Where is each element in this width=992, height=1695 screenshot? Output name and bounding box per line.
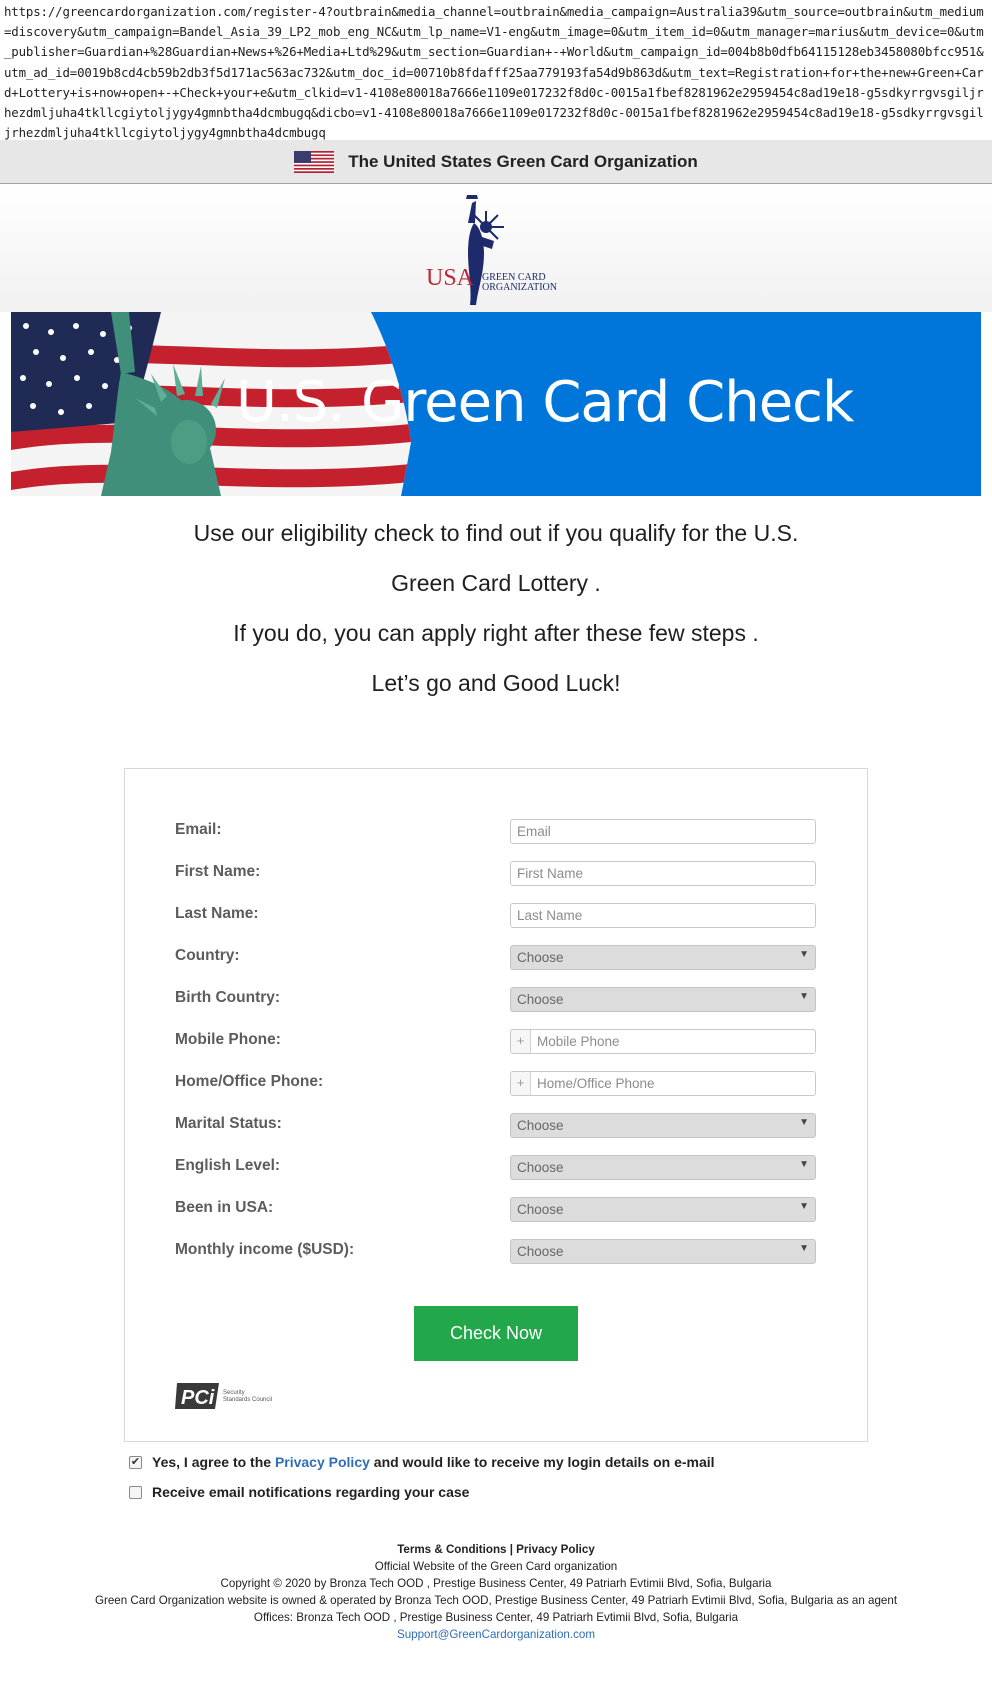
first-name-label: First Name: (175, 863, 261, 880)
marital-status-select[interactable] (510, 1113, 816, 1138)
email-row (175, 819, 821, 845)
privacy-consent-checkbox[interactable]: ✔ (130, 1455, 141, 1468)
country-select-value: Choose (517, 950, 564, 965)
intro-line-4: Let’s go and Good Luck! (371, 670, 621, 696)
monthly-income-select[interactable] (510, 1239, 816, 1264)
monthly-income-row (175, 1239, 821, 1265)
home-phone-row (175, 1071, 821, 1097)
first-name-row (175, 861, 821, 887)
marital-status-select-value: Choose (517, 1118, 564, 1133)
pci-text-1: Security (223, 1390, 245, 1396)
plus-prefix-icon: + (511, 1072, 531, 1095)
been-in-usa-select-value: Choose (517, 1202, 564, 1217)
terms-link[interactable]: Terms & Conditions (397, 1543, 507, 1556)
marital-status-row (175, 1113, 821, 1139)
footer-separator: | (506, 1543, 517, 1556)
last-name-field[interactable]: Last Name (510, 903, 816, 928)
logo-org-text (482, 273, 557, 293)
mobile-phone-label: Mobile Phone: (175, 1031, 281, 1048)
logo-line-2: ORGANIZATION (482, 282, 557, 293)
hero-banner (11, 312, 981, 496)
hero-title: U.S. Green Card Check (236, 370, 854, 435)
home-phone-placeholder: Home/Office Phone (537, 1076, 655, 1091)
country-row (175, 945, 821, 971)
support-email-link[interactable]: Support@GreenCardorganization.com (396, 1628, 596, 1641)
privacy-consent-suffix: and would like to receive my login details on e-mail (369, 1454, 715, 1470)
footer (0, 1541, 992, 1643)
monthly-income-select-value: Choose (517, 1244, 564, 1259)
privacy-consent-prefix: Yes, I agree to the (152, 1454, 275, 1470)
english-level-row (175, 1155, 821, 1181)
notifications-checkbox[interactable] (129, 1486, 142, 1499)
english-level-label: English Level: (175, 1157, 281, 1174)
footer-owned: Green Card Organization website is owned & operated by Bronza Tech OOD, Prestige Business Center, 49 Patriarh Evtimii Blvd, Sofia, Bulgaria as an agent (94, 1594, 898, 1607)
check-now-button[interactable]: Check Now (414, 1306, 578, 1361)
english-level-select-value: Choose (517, 1160, 564, 1175)
plus-prefix-icon: + (511, 1030, 531, 1053)
last-name-row (175, 903, 821, 929)
pci-security-badge-icon (175, 1379, 275, 1413)
birth-country-select[interactable] (510, 987, 816, 1012)
top-banner (0, 140, 992, 184)
footer-links (0, 1541, 992, 1558)
birth-country-select-value: Choose (517, 992, 564, 1007)
country-select[interactable] (510, 945, 816, 970)
intro-line-3: If you do, you can apply right after these few steps . (233, 620, 759, 646)
been-in-usa-label: Been in USA: (175, 1199, 274, 1216)
eligibility-form (124, 768, 868, 1442)
intro-line-2: Green Card Lottery . (391, 570, 601, 596)
been-in-usa-select[interactable] (510, 1197, 816, 1222)
privacy-consent-label (152, 1454, 715, 1470)
site-logo[interactable] (420, 193, 580, 309)
address-bar-url[interactable]: https://greencardorganization.com/register-4?outbrain&media_channel=outbrain&media_campaign=Australia39&utm_source=outbrain&utm_medium=discovery&utm_campaign=Bandel_Asia_39_LP2_mob_eng_NC&utm_lp_name=V1-eng&utm_image=0&utm_item_id=0&utm_manager=marius&utm_device=0&utm_publisher=Guardian+%28Guardian+News+%26+Media+Ltd%29&utm_section=Guardian+-+World&utm_campaign_id=004b8b0dfb64115128eb3458080bfcc951&utm_ad_id=0019b8cd4cb59b2db3f5d171ac563ac732&utm_doc_id=00710b8fdafff25aa779193fa54d9b863d&utm_text=Registration+for+the+new+Green+Card+Lottery+is+now+open+-+Check+your+e&utm_clkid=v1-4108e80018a7666e1109e017232f8d0c-0015a1fbef8281962e2959454c8ad19e18-g5sdkyrrgvsgiljrhezdmljuha4tkllcgiytoljygy4gmnbtha4dcmbugq&dicbo=v1-4108e80018a7666e1109e017232f8d0c-0015a1fbef8281962e2959454c8ad19e18-g5sdkyrrgvsgiljrhezdmljuha4tkllcgiytoljygy4gmnbtha4dcmbugq (4, 4, 984, 140)
marital-status-label: Marital Status: (175, 1115, 282, 1132)
mobile-phone-field[interactable] (510, 1029, 816, 1054)
footer-copyright: Copyright © 2020 by Bronza Tech OOD , Prestige Business Center, 49 Patriarh Evtimii Blvd, Sofia, Bulgaria (220, 1577, 772, 1590)
mobile-phone-row (175, 1029, 821, 1055)
been-in-usa-row (175, 1197, 821, 1223)
chevron-down-icon: ▼ (799, 1243, 809, 1254)
pci-text-2: Standards Council (223, 1397, 273, 1403)
email-field[interactable]: Email (510, 819, 816, 844)
logo-band (0, 185, 992, 312)
privacy-policy-link[interactable]: Privacy Policy (274, 1454, 370, 1470)
chevron-down-icon: ▼ (799, 1117, 809, 1128)
country-label: Country: (175, 947, 240, 964)
chevron-down-icon: ▼ (799, 1159, 809, 1170)
notifications-label: Receive email notifications regarding your case (152, 1484, 470, 1500)
birth-country-row (175, 987, 821, 1013)
first-name-field[interactable]: First Name (510, 861, 816, 886)
mobile-phone-placeholder: Mobile Phone (537, 1034, 620, 1049)
chevron-down-icon: ▼ (799, 949, 809, 960)
logo-usa-text: USA (426, 265, 475, 291)
english-level-select[interactable] (510, 1155, 816, 1180)
intro-text (0, 508, 992, 708)
email-label: Email: (175, 821, 222, 838)
organization-title: The United States Green Card Organization (348, 151, 698, 171)
footer-privacy-link[interactable]: Privacy Policy (516, 1543, 595, 1556)
chevron-down-icon: ▼ (799, 1201, 809, 1212)
home-phone-field[interactable] (510, 1071, 816, 1096)
notifications-consent-row[interactable] (129, 1482, 469, 1502)
home-phone-label: Home/Office Phone: (175, 1073, 324, 1090)
footer-offices: Offices: Bronza Tech OOD , Prestige Business Center, 49 Patriarh Evtimii Blvd, Sofia, Bulgaria (253, 1611, 739, 1624)
privacy-consent-row[interactable] (129, 1452, 715, 1472)
monthly-income-label: Monthly income ($USD): (175, 1241, 355, 1258)
last-name-label: Last Name: (175, 905, 259, 922)
logo-line-1: GREEN CARD (482, 272, 546, 283)
intro-line-1: Use our eligibility check to find out if you qualify for the U.S. (193, 520, 799, 546)
footer-official: Official Website of the Green Card organization (374, 1560, 618, 1573)
chevron-down-icon: ▼ (799, 991, 809, 1002)
birth-country-label: Birth Country: (175, 989, 281, 1006)
us-flag-icon (294, 151, 334, 173)
pci-mark: PCi (181, 1387, 215, 1409)
